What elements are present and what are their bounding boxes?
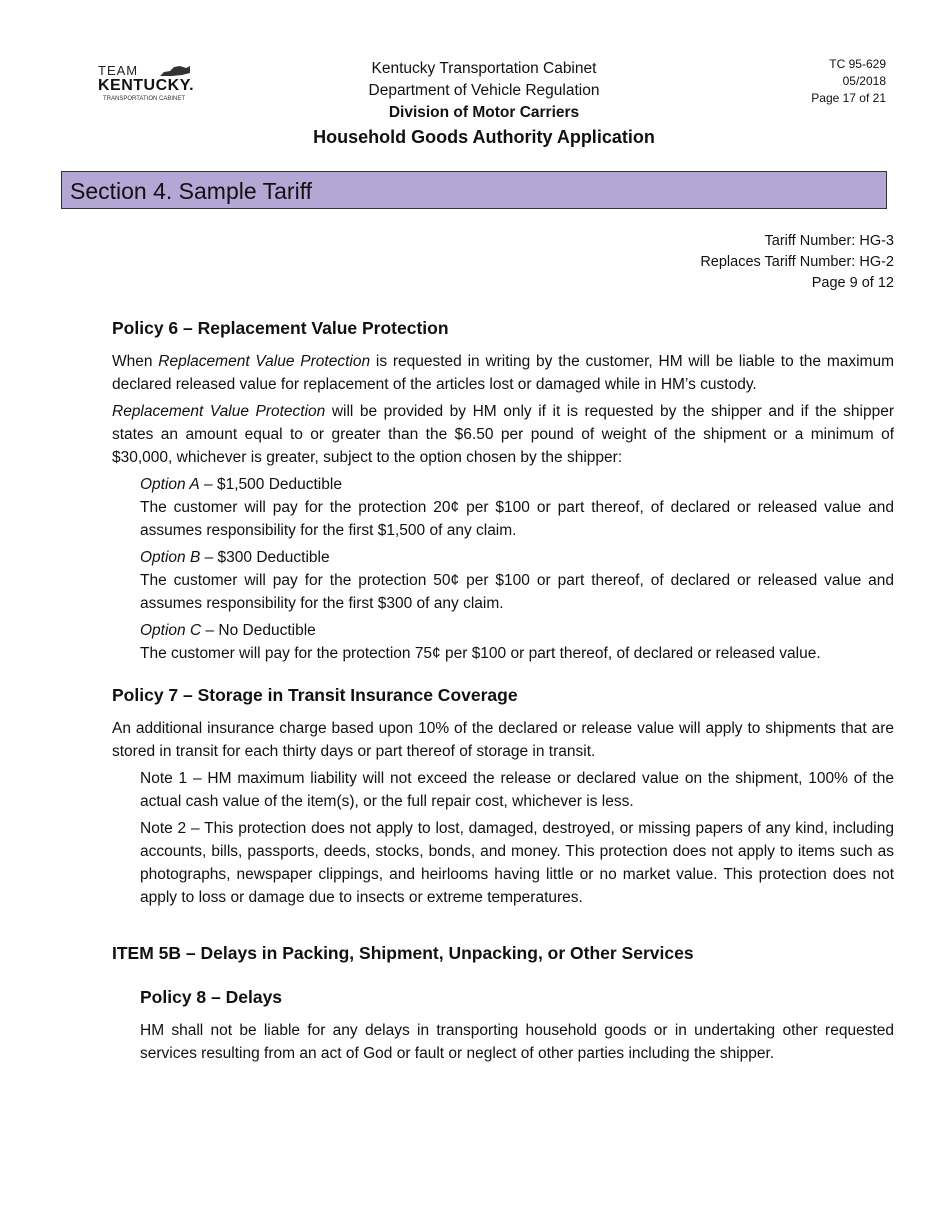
form-page-number: Page 17 of 21	[811, 91, 886, 105]
tariff-info	[700, 231, 894, 294]
logo-cabinet-text: TRANSPORTATION CABINET	[102, 96, 185, 102]
item-5b-heading: ITEM 5B – Delays in Packing, Shipment, Unpacking, or Other Services	[112, 943, 694, 963]
policy-7-paragraph: An additional insurance charge based upon 10% of the declared or release value will apply to shipments that are stored in transit for each thirty days or part thereof of storage in transit.	[112, 720, 894, 760]
logo-team-text: TEAM	[98, 63, 139, 78]
option-b-text: The customer will pay for the protection 50¢ per $100 or part thereof, of declared or released value and assumes responsibility for the first $300 of any claim.	[140, 572, 894, 612]
option-b	[112, 546, 894, 615]
agency-line-1: Kentucky Transportation Cabinet	[371, 60, 597, 77]
option-b-title: Option B – $300 Deductible	[140, 549, 330, 566]
policy-6-paragraph-2: Replacement Value Protection will be provided by HM only if it is requested by the shipper and if the shipper states an amount equal to or greater than the $6.50 per pound of weight of the shipment or a minimum of $30,000, whichever is greater, subject to the option chosen by the shipper:	[112, 403, 895, 466]
policy-8	[112, 975, 894, 1065]
policy-7-note-1: Note 1 – HM maximum liability will not exceed the release or declared value on the shipment, 100% of the actual cash value of the item(s), or the full repair cost, whichever is less.	[140, 770, 894, 810]
policy-6-paragraph-1: When Replacement Value Protection is requested in writing by the customer, HM will be liable to the maximum declared released value for replacement of the articles lost or damaged while in HM’s custody.	[112, 353, 895, 393]
form-number: TC 95-629	[829, 57, 886, 71]
form-info	[811, 56, 886, 107]
form-date: 05/2018	[842, 74, 886, 88]
option-c-title: Option C – No Deductible	[140, 622, 316, 639]
section-title: Section 4. Sample Tariff	[70, 178, 313, 204]
agency-header	[0, 58, 950, 150]
option-c	[112, 619, 894, 665]
tariff-replaces: Replaces Tariff Number: HG-2	[700, 254, 894, 270]
logo-kentucky-text: KENTUCKY.	[98, 77, 195, 94]
policy-8-paragraph: HM shall not be liable for any delays in transporting household goods or in undertaking other requested services resulting from an act of God or fault or neglect of other parties including the shipper.	[140, 1022, 894, 1062]
policy-6-heading: Policy 6 – Replacement Value Protection	[112, 318, 449, 338]
option-a-text: The customer will pay for the protection 20¢ per $100 or part thereof, of declared or released value and assumes responsibility for the first $1,500 of any claim.	[140, 499, 894, 539]
policy-7-heading: Policy 7 – Storage in Transit Insurance Coverage	[112, 685, 518, 705]
policy-8-heading: Policy 8 – Delays	[140, 987, 283, 1007]
tariff-number: Tariff Number: HG-3	[764, 233, 894, 249]
policy-7-note-2: Note 2 – This protection does not apply to lost, damaged, destroyed, or missing papers of any kind, including accounts, bills, passports, deeds, stocks, bonds, and money. This protection does not apply to items such as photographs, newspaper clippings, and heirlooms having little or no market value. This protection does not apply to loss or damage due to insects or extreme temperatures.	[140, 820, 894, 906]
document-title: Household Goods Authority Application	[313, 127, 655, 147]
tariff-page: Page 9 of 12	[811, 275, 894, 291]
option-a-title: Option A – $1,500 Deductible	[140, 476, 342, 493]
document-body	[112, 316, 894, 1069]
agency-line-2: Department of Vehicle Regulation	[368, 82, 600, 99]
option-a	[112, 473, 894, 542]
section-header-bar	[61, 171, 887, 209]
option-c-text: The customer will pay for the protection 75¢ per $100 or part thereof, of declared or released value.	[140, 645, 821, 662]
agency-division: Division of Motor Carriers	[388, 104, 580, 121]
